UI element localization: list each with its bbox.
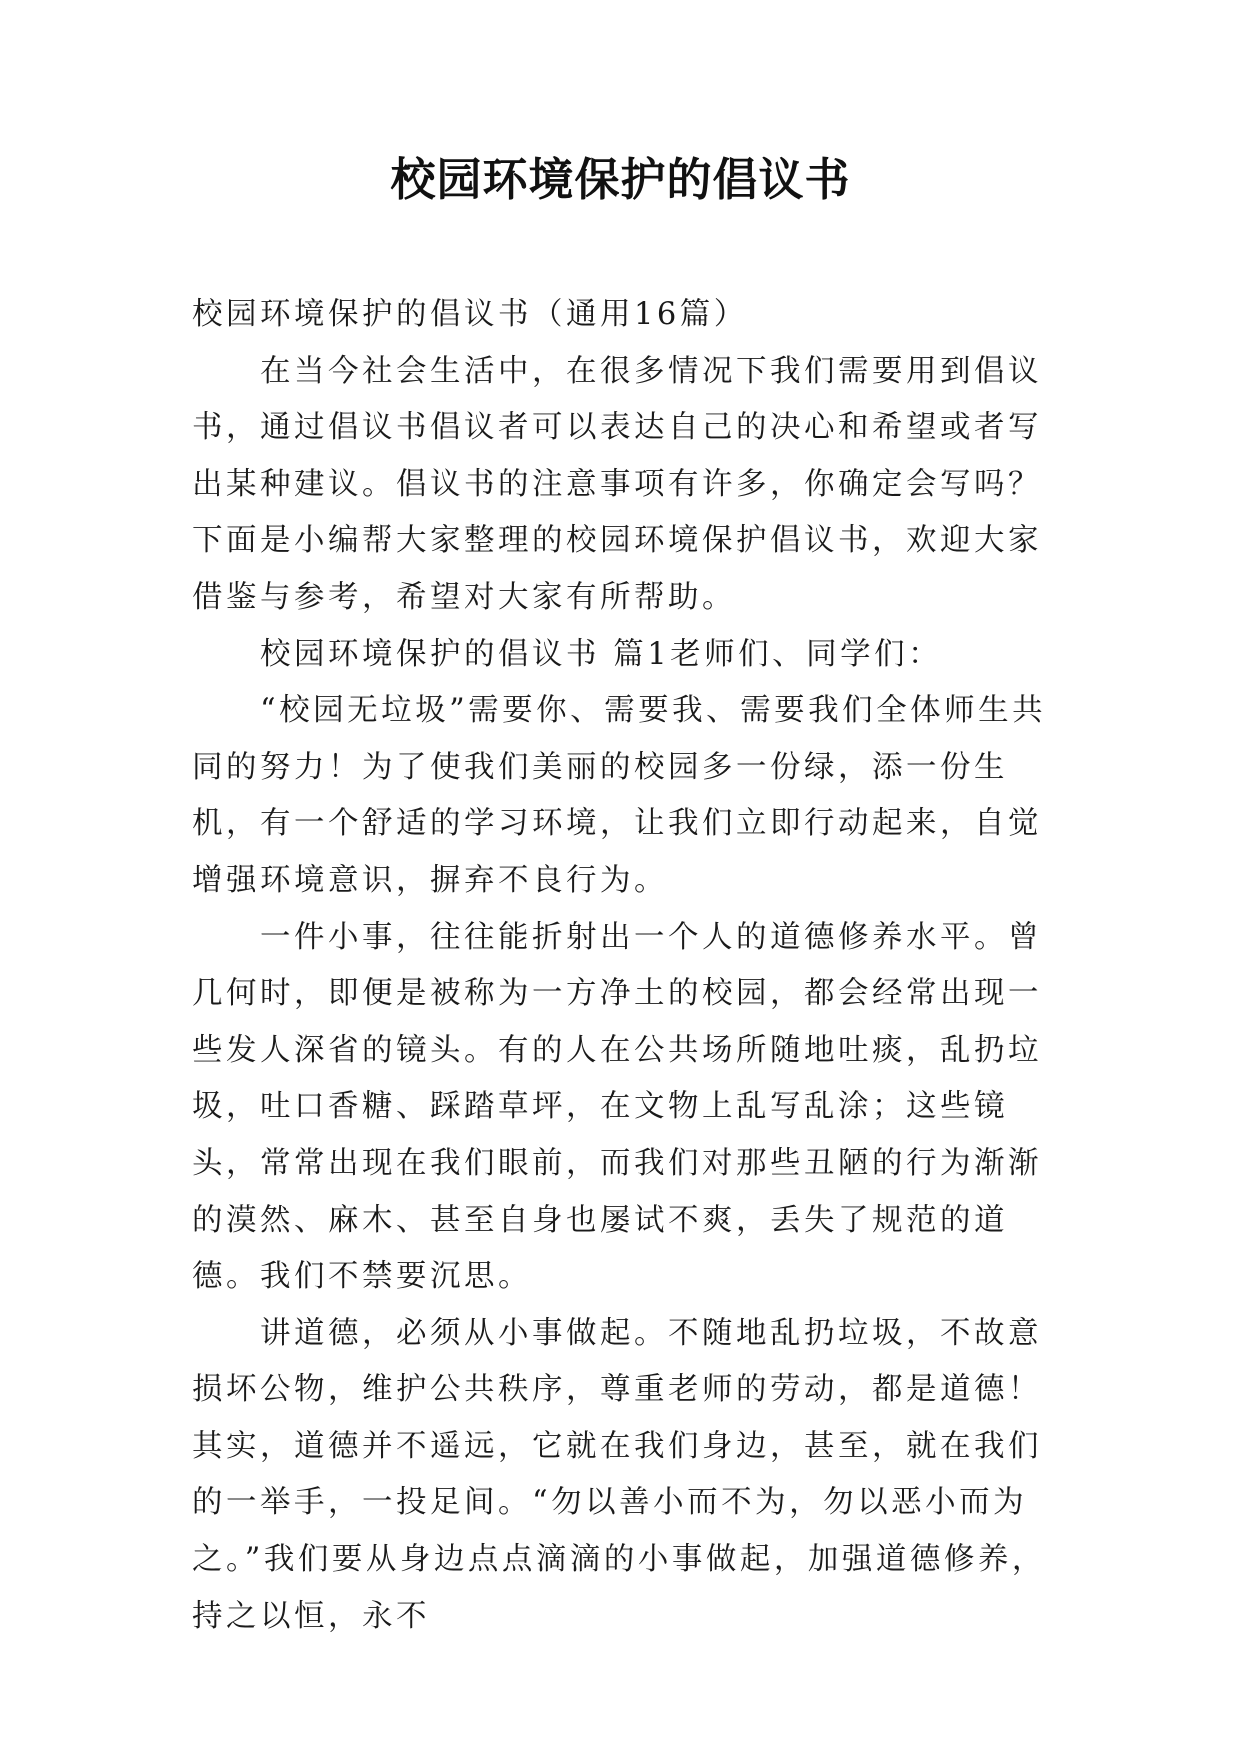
paragraph-morality: 讲道德，必须从小事做起。不随地乱扔垃圾，不故意损坏公物，维护公共秩序，尊重老师的劳动，都是道德！其实，道德并不遥远，它就在我们身边，甚至，就在我们的一举手，一投足间。“勿以善小而不为，勿以恶小而为之。”我们要从身边点点滴滴的小事做起，加强道德修养，持之以恒，永不 [192, 1315, 1046, 1634]
paragraph-intro: 在当今社会生活中，在很多情况下我们需要用到倡议书，通过倡议书倡议者可以表达自己的决心和希望或者写出某种建议。倡议书的注意事项有许多，你确定会写吗？下面是小编帮大家整理的校园环境保护倡议书，欢迎大家借鉴与参考，希望对大家有所帮助。 [192, 353, 1042, 615]
document-title: 校园环境保护的倡议书 [390, 153, 851, 206]
document-body [192, 287, 1062, 1645]
document-subtitle: 校园环境保护的倡议书（通用16篇） [192, 297, 748, 332]
paragraph-campus-no-litter: “校园无垃圾”需要你、需要我、需要我们全体师生共同的努力！为了使我们美丽的校园多一份绿，添一份生机，有一个舒适的学习环境，让我们立即行动起来，自觉增强环境意识，摒弃不良行为。 [192, 693, 1047, 898]
paragraph-small-things: 一件小事，往往能折射出一个人的道德修养水平。曾几何时，即便是被称为一方净土的校园，都会经常出现一些发人深省的镜头。有的人在公共场所随地吐痰，乱扔垃圾，吐口香糖、踩踏草坪，在文物上乱写乱涂；这些镜头，常常出现在我们眼前，而我们对那些丑陋的行为渐渐的漠然、麻木、甚至自身也屡试不爽，丢失了规范的道德。我们不禁要沉思。 [192, 919, 1042, 1295]
paragraph-heading-greeting: 校园环境保护的倡议书 篇1老师们、同学们： [260, 636, 943, 672]
